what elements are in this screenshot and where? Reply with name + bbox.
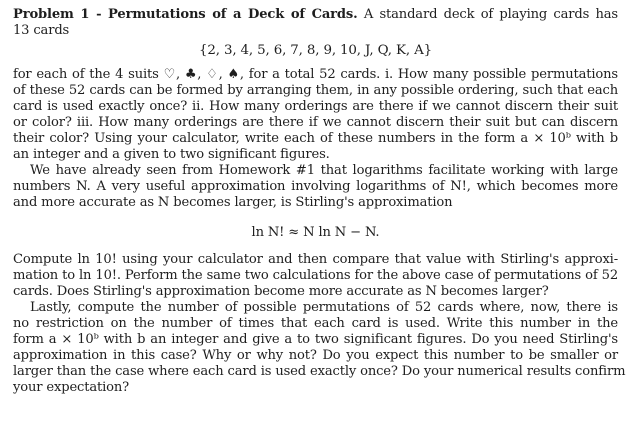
para1-line: of these 52 cards can be formed by arranging them, in any possible ordering, such that each [13,83,618,98]
para1-line: for each of the 4 suits ♡, ♣, ♢, ♠, for a total 52 cards. i. How many possible permutations [13,67,618,82]
para3-line: mation to ln 10!. Perform the same two calculations for the above case of permutations of 52 [13,268,618,283]
para1-line: an integer and a given to two significant figures. [13,147,330,162]
card-set-display: {2, 3, 4, 5, 6, 7, 8, 9, 10, J, Q, K, A} [199,43,432,58]
para4-line: form a × 10ᵇ with b an integer and give a to two significant figures. Do you need Stirling's [13,332,618,347]
para4-line: approximation in this case? Why or why not? Do you expect this number to be smaller or [13,348,618,363]
para4-line: Lastly, compute the number of possible permutations of 52 cards where, now, there is [30,300,618,315]
intro-line-2: 13 cards [13,23,70,38]
heading-line [13,6,618,23]
problem-heading: Problem 1 - Permutations of a Deck of Cards. [13,7,358,22]
para1-line: their color? Using your calculator, write each of these numbers in the form a × 10ᵇ with b [13,131,618,146]
para3-line: Compute ln 10! using your calculator and then compare that value with Stirling's approxi- [13,252,618,267]
para4-line: your expectation? [13,380,130,395]
para2-line: and more accurate as N becomes larger, is Stirling's approximation [13,195,453,210]
para4-line: larger than the case where each card is used exactly once? Do your numerical results confirm [13,364,626,379]
para2-line: We have already seen from Homework #1 that logarithms facilitate working with large [30,163,618,178]
para4-line: no restriction on the number of times that each card is used. Write this number in the [13,316,618,331]
para3-line: cards. Does Stirling's approximation become more accurate as N becomes larger? [13,284,549,299]
intro-text: A standard deck of playing cards has [363,7,618,22]
para1-line: or color? iii. How many orderings are there if we cannot discern their suit but can discern [13,115,618,130]
stirling-formula: ln N! ≈ N ln N − N. [251,225,380,240]
para1-line: card is used exactly once? ii. How many orderings are there if we cannot discern their suit [13,99,618,114]
para2-line: numbers N. A very useful approximation involving logarithms of N!, which becomes more [13,179,618,194]
